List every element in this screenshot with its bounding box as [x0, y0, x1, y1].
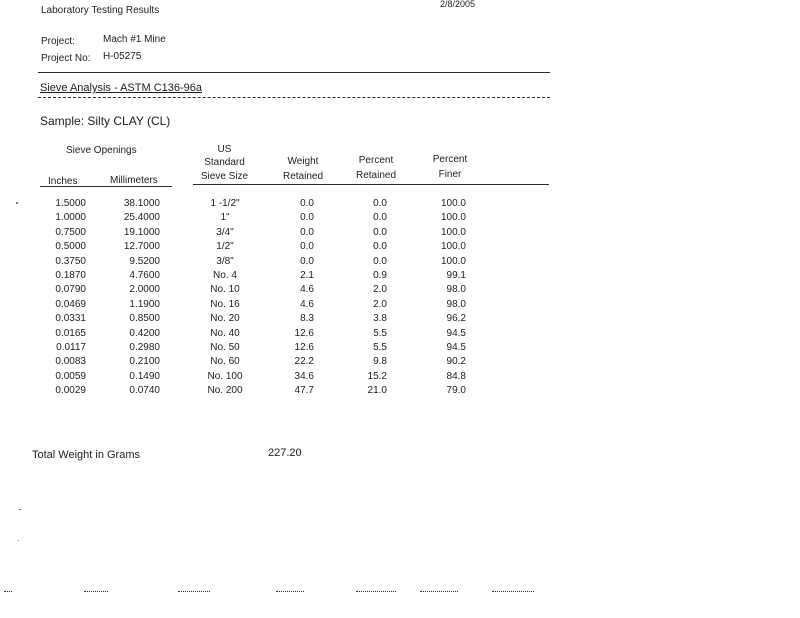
project-no-label: Project No:: [41, 53, 91, 64]
total-weight-label: Total Weight in Grams: [32, 449, 141, 461]
report-date: 2/8/2005: [440, 0, 476, 9]
cell-millimeters: 0.1490: [129, 370, 160, 382]
cell-sieve-size: 1": [220, 212, 230, 224]
cell-sieve-size: No. 200: [207, 385, 243, 397]
cell-percent-finer: 90.2: [446, 356, 466, 368]
cell-percent-finer: 100.0: [440, 212, 466, 224]
cell-sieve-size: No. 50: [210, 342, 240, 353]
footer-dots: [84, 591, 108, 592]
cell-weight-retained: 4.6: [300, 298, 314, 310]
cell-millimeters: 1.1900: [129, 298, 160, 310]
cell-percent-retained: 0.9: [373, 270, 387, 281]
cell-weight-retained: 34.6: [294, 370, 314, 382]
cell-millimeters: 0.2980: [129, 342, 160, 353]
cell-sieve-size: 3/4": [216, 226, 234, 238]
report-title: Laboratory Testing Results: [41, 5, 160, 16]
cell-percent-finer: 100.0: [440, 198, 466, 209]
scan-speck: [16, 202, 18, 204]
pct-finer-header-line1: Percent: [432, 154, 468, 165]
cell-inches: 1.0000: [55, 212, 86, 224]
cell-millimeters: 25.4000: [123, 212, 160, 224]
cell-percent-finer: 100.0: [440, 255, 466, 267]
millimeters-header: Millimeters: [110, 175, 158, 186]
cell-weight-retained: 2.1: [300, 270, 314, 281]
section-underline: [38, 97, 550, 98]
scan-speck: [18, 540, 19, 541]
project-name: Mach #1 Mine: [103, 34, 166, 45]
footer-dots: [178, 591, 210, 592]
cell-weight-retained: 0.0: [300, 226, 314, 238]
footer-dots: [4, 591, 12, 592]
project-label: Project:: [41, 36, 75, 47]
cell-sieve-size: 3/8": [216, 255, 234, 267]
cell-inches: 0.0165: [55, 327, 86, 339]
us-header-line1: US: [217, 144, 232, 155]
cell-percent-finer: 100.0: [440, 226, 466, 238]
cell-percent-finer: 94.5: [446, 342, 466, 353]
scan-speck: [19, 509, 21, 510]
header-rule-main: [193, 184, 549, 185]
cell-inches: 0.7500: [55, 226, 86, 238]
footer-dots: [492, 591, 534, 592]
cell-millimeters: 4.7600: [129, 270, 160, 281]
cell-percent-retained: 5.5: [373, 327, 387, 339]
cell-percent-retained: 2.0: [373, 284, 387, 296]
weight-header-line2: Retained: [282, 171, 324, 182]
inches-header: Inches: [48, 176, 78, 187]
cell-inches: 0.3750: [55, 255, 86, 267]
cell-percent-retained: 9.8: [373, 356, 387, 368]
cell-inches: 1.5000: [55, 198, 86, 209]
cell-percent-finer: 100.0: [440, 241, 466, 253]
sample-label: Sample:: [40, 114, 85, 128]
cell-weight-retained: 47.7: [294, 385, 314, 397]
cell-sieve-size: No. 20: [210, 313, 240, 325]
cell-inches: 0.5000: [55, 241, 86, 253]
sieve-openings-header: Sieve Openings: [66, 145, 137, 156]
us-header-line2: Standard: [204, 157, 245, 168]
cell-sieve-size: No. 100: [207, 370, 243, 382]
cell-weight-retained: 8.3: [300, 313, 314, 325]
cell-millimeters: 0.2100: [129, 356, 160, 368]
cell-percent-finer: 84.8: [446, 370, 466, 382]
cell-percent-retained: 0.0: [373, 255, 387, 267]
cell-sieve-size: No. 16: [210, 298, 240, 310]
cell-percent-finer: 98.0: [446, 284, 466, 296]
total-weight-value: 227.20: [268, 447, 302, 459]
pct-finer-header-line2: Finer: [438, 169, 462, 180]
cell-weight-retained: 12.6: [294, 342, 314, 353]
cell-millimeters: 12.7000: [123, 241, 160, 253]
cell-inches: 0.0083: [55, 356, 86, 368]
cell-percent-retained: 0.0: [373, 241, 387, 253]
cell-percent-finer: 99.1: [446, 270, 466, 281]
cell-percent-finer: 96.2: [446, 313, 466, 325]
cell-millimeters: 38.1000: [123, 198, 160, 209]
section-title: Sieve Analysis - ASTM C136-96a: [40, 82, 203, 94]
sample-name: Silty CLAY (CL): [87, 114, 171, 128]
project-no: H-05275: [103, 51, 142, 62]
cell-weight-retained: 4.6: [300, 284, 314, 296]
cell-millimeters: 2.0000: [129, 284, 160, 296]
cell-percent-finer: 79.0: [446, 385, 466, 397]
cell-percent-retained: 21.0: [367, 385, 387, 397]
cell-percent-finer: 98.0: [446, 298, 466, 310]
cell-inches: 0.0331: [55, 313, 86, 325]
cell-percent-retained: 15.2: [367, 370, 387, 382]
cell-millimeters: 0.4200: [129, 327, 160, 339]
cell-weight-retained: 12.6: [294, 327, 314, 339]
cell-millimeters: 0.0740: [129, 385, 160, 397]
cell-inches: 0.0029: [55, 385, 86, 397]
cell-sieve-size: 1/2": [216, 241, 234, 253]
cell-inches: 0.0059: [55, 370, 86, 382]
cell-weight-retained: 22.2: [294, 356, 314, 368]
cell-percent-retained: 5.5: [373, 342, 387, 353]
cell-inches: 0.0469: [55, 298, 86, 310]
cell-sieve-size: No. 40: [210, 327, 240, 339]
cell-percent-retained: 3.8: [373, 313, 387, 325]
cell-percent-retained: 2.0: [373, 298, 387, 310]
cell-inches: 0.0790: [55, 284, 86, 296]
divider-line: [38, 72, 550, 73]
cell-percent-retained: 0.0: [373, 226, 387, 238]
cell-weight-retained: 0.0: [300, 198, 314, 209]
cell-inches: 0.0117: [56, 342, 86, 353]
cell-sieve-size: No. 60: [210, 356, 240, 368]
cell-weight-retained: 0.0: [300, 241, 314, 253]
cell-percent-finer: 94.5: [446, 327, 466, 339]
pct-retained-header-line1: Percent: [358, 155, 394, 166]
cell-millimeters: 19.1000: [123, 226, 160, 238]
cell-weight-retained: 0.0: [300, 255, 314, 267]
cell-weight-retained: 0.0: [300, 212, 314, 224]
weight-header-line1: Weight: [287, 156, 319, 167]
us-header-line3: Sieve Size: [200, 171, 249, 182]
cell-sieve-size: No. 4: [213, 270, 237, 281]
pct-retained-header-line2: Retained: [355, 170, 397, 181]
cell-percent-retained: 0.0: [373, 198, 387, 209]
cell-millimeters: 9.5200: [129, 255, 160, 267]
cell-percent-retained: 0.0: [373, 212, 387, 224]
footer-dots: [420, 591, 458, 592]
header-rule-openings: [40, 186, 172, 187]
footer-dots: [356, 591, 396, 592]
cell-sieve-size: 1 -1/2": [210, 198, 240, 209]
cell-inches: 0.1870: [55, 270, 86, 281]
sample-line: [40, 115, 170, 127]
cell-millimeters: 0.8500: [129, 313, 160, 325]
cell-sieve-size: No. 10: [210, 284, 240, 296]
footer-dots: [276, 591, 304, 592]
